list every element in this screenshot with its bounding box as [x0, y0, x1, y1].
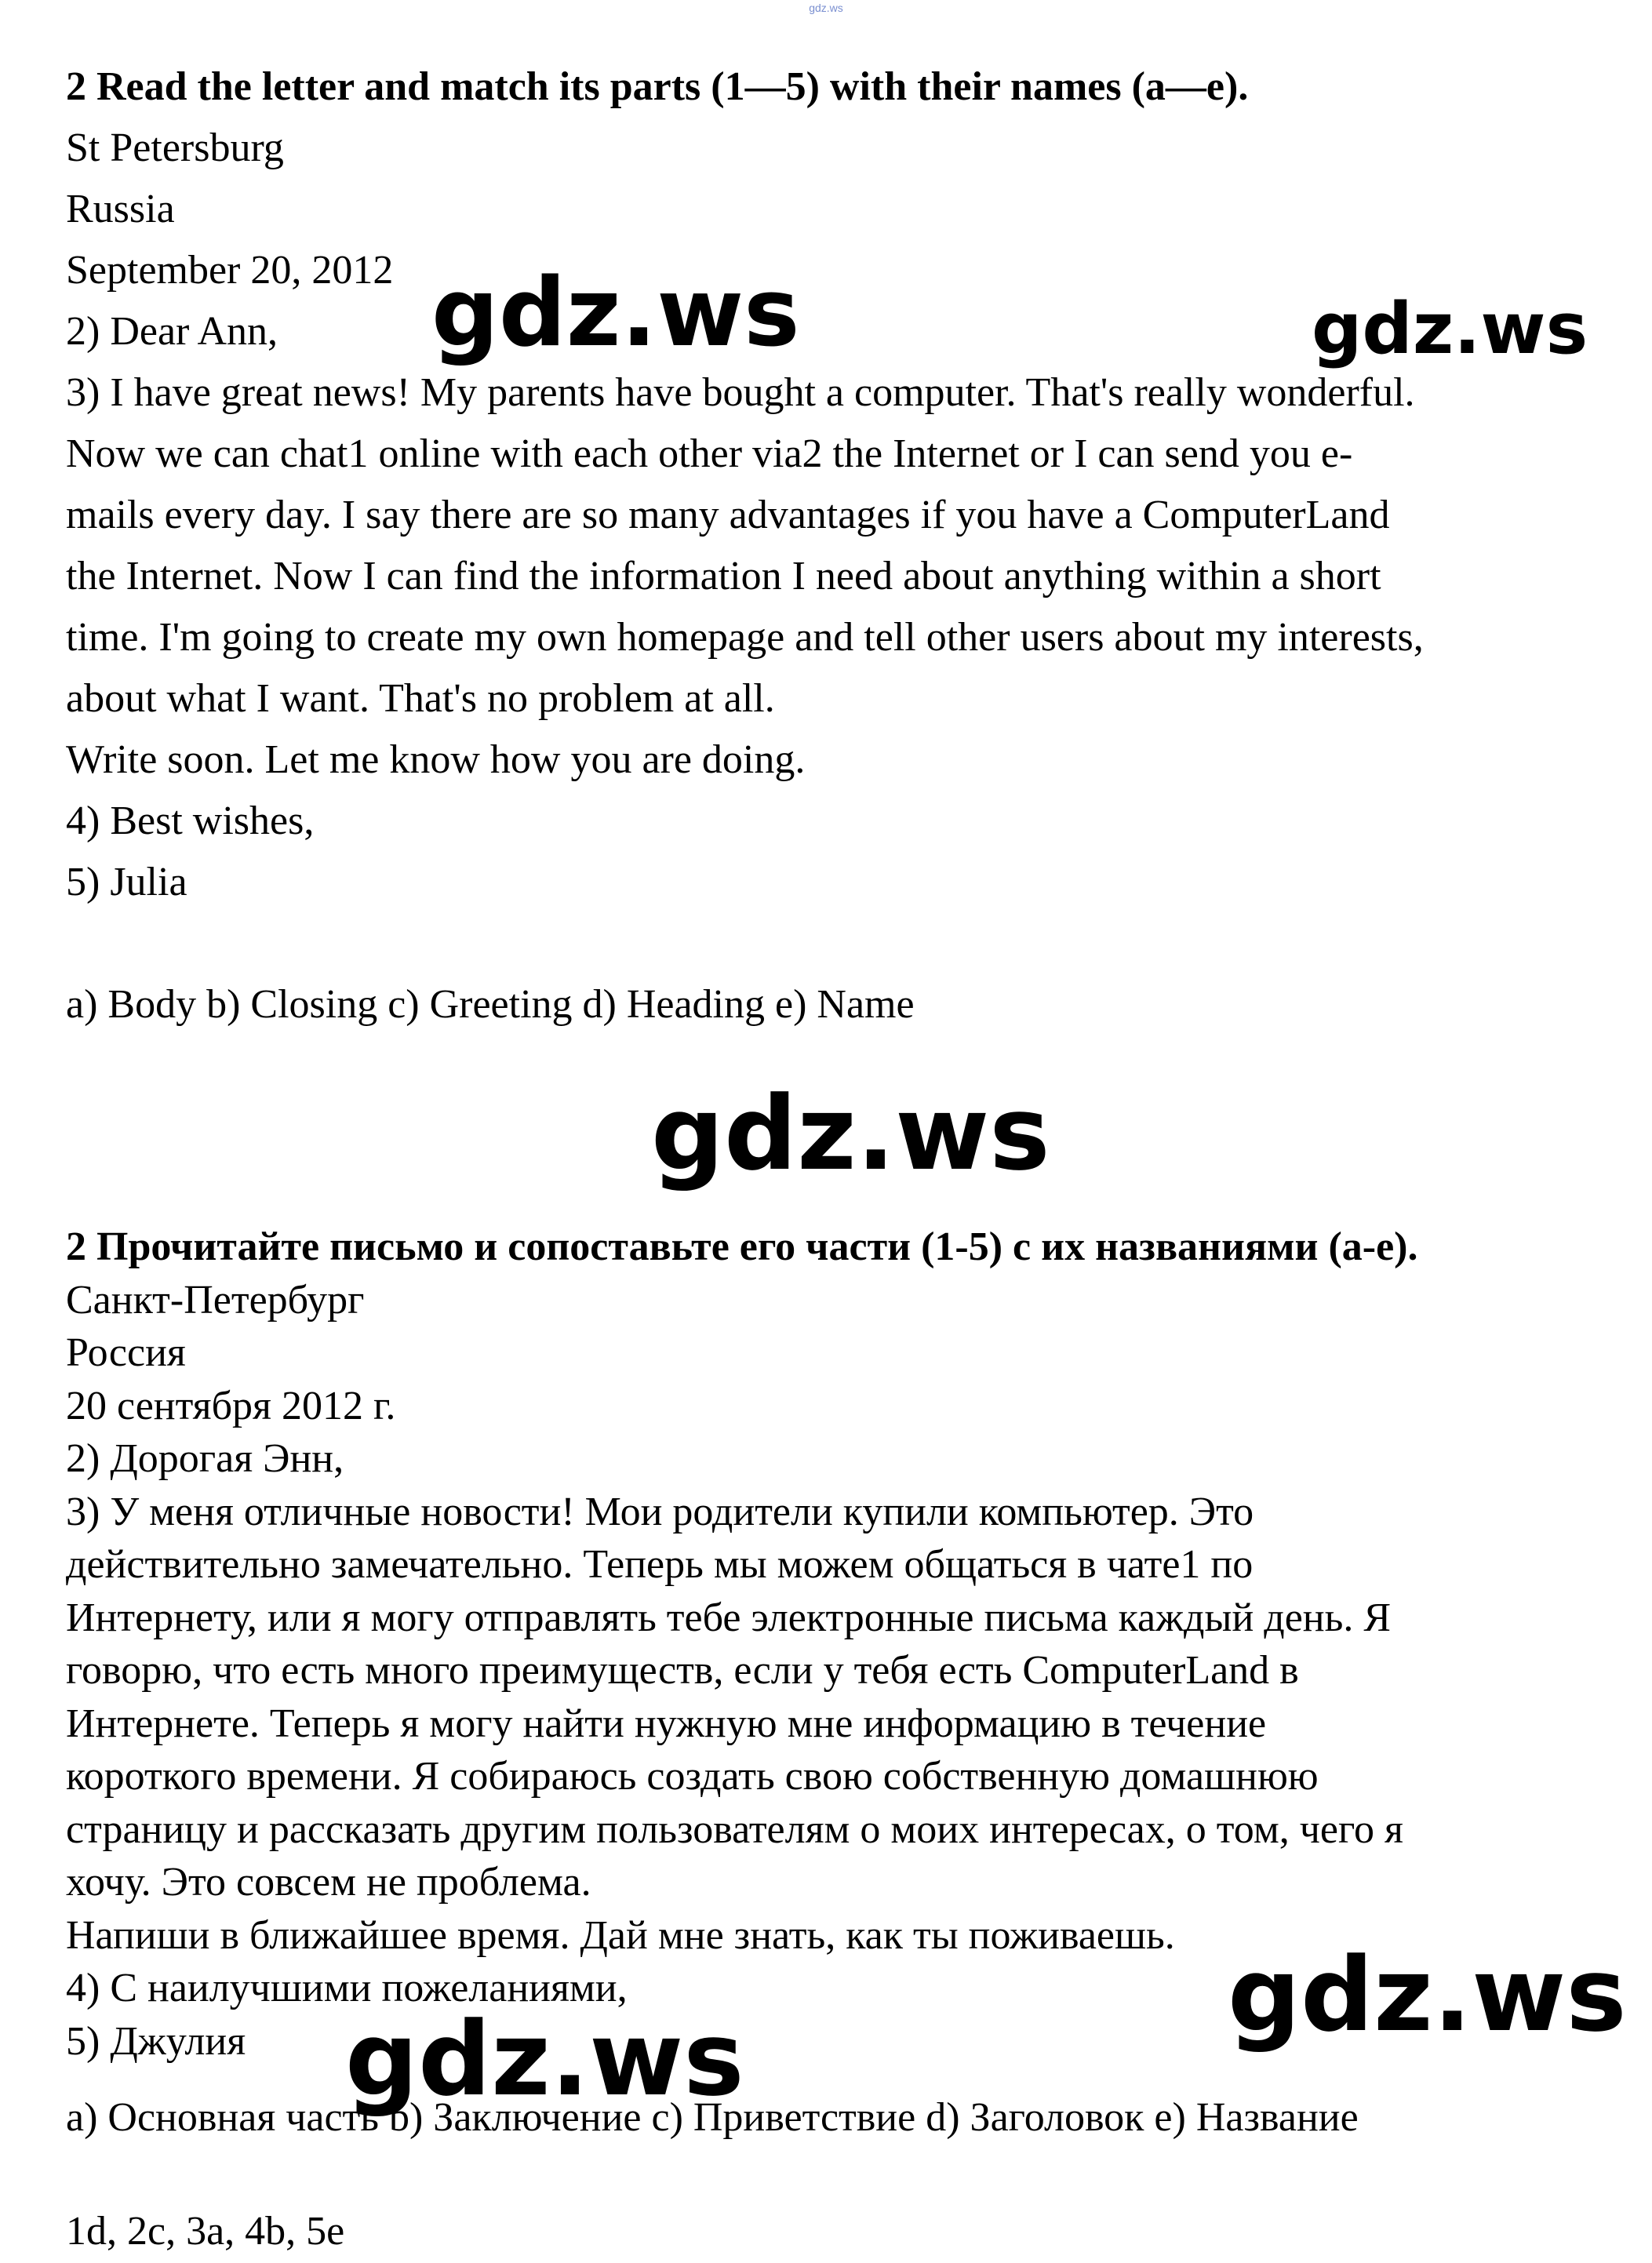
letter-line: Write soon. Let me know how you are doing.	[66, 737, 806, 782]
options-en: a) Body b) Closing c) Greeting d) Heading e) Name	[66, 982, 915, 1027]
letter-line: говорю, что есть много преимуществ, если у тебя есть ComputerLand в	[66, 1648, 1299, 1693]
letter-line: 2) Dear Ann,	[66, 309, 278, 354]
letter-line: короткого времени. Я собираюсь создать свою собственную домашнюю	[66, 1754, 1319, 1799]
letter-line: Интернете. Теперь я могу найти нужную мне информацию в течение	[66, 1701, 1267, 1746]
letter-line: страницу и рассказать другим пользователям о моих интересах, о том, чего я	[66, 1806, 1403, 1852]
letter-line: Россия	[66, 1330, 186, 1375]
letter-line: 5) Джулия	[66, 2018, 246, 2064]
letter-line: Напиши в ближайшее время. Дай мне знать, как ты поживаешь.	[66, 1912, 1175, 1958]
options-ru: а) Основная часть b) Заключение c) Приветствие d) Заголовок e) Название	[66, 2095, 1359, 2140]
letter-line: St Petersburg	[66, 126, 284, 170]
letter-line: September 20, 2012	[66, 248, 394, 293]
letter-line: time. I'm going to create my own homepage and tell other users about my interests,	[66, 615, 1424, 660]
letter-line: 4) Best wishes,	[66, 799, 315, 843]
letter-line: mails every day. I say there are so many advantages if you have a ComputerLand	[66, 493, 1390, 537]
watermark: gdz.ws	[345, 1999, 744, 2119]
task-heading-ru: 2 Прочитайте письмо и сопоставьте его части (1-5) с их названиями (а-е).	[66, 1224, 1418, 1269]
letter-line: the Internet. Now I can find the information I need about anything within a short	[66, 554, 1381, 598]
letter-line: 3) I have great news! My parents have bought a computer. That's really wonderful.	[66, 370, 1415, 415]
letter-line: 5) Julia	[66, 860, 187, 904]
answer-key: 1d, 2c, 3a, 4b, 5e	[66, 2209, 345, 2254]
top-watermark: gdz.ws	[809, 2, 843, 14]
letter-line: Санкт-Петербург	[66, 1277, 365, 1323]
letter-line: Now we can chat1 online with each other via2 the Internet or I can send you e-	[66, 431, 1353, 476]
spacer	[66, 913, 1603, 974]
watermark: gdz.ws	[651, 1074, 1050, 1193]
letter-line: 20 сентября 2012 г.	[66, 1383, 396, 1428]
watermark: gdz.ws	[1312, 288, 1588, 370]
letter-line: Интернету, или я могу отправлять тебе электронные письма каждый день. Я	[66, 1595, 1392, 1640]
letter-line: хочу. Это совсем не проблема.	[66, 1860, 591, 1905]
watermark: gdz.ws	[1228, 1935, 1627, 2054]
watermark: gdz.ws	[431, 259, 800, 368]
letter-line: 4) С наилучшими пожеланиями,	[66, 1966, 628, 2010]
letter-line: 2) Дорогая Энн,	[66, 1436, 344, 1481]
english-task	[66, 56, 1603, 1035]
task-heading-en: 2 Read the letter and match its parts (1—5) with their names (a—e).	[66, 64, 1249, 109]
letter-line: 3) У меня отличные новости! Мои родители купили компьютер. Это	[66, 1489, 1254, 1534]
spacer	[66, 2068, 1603, 2091]
letter-line: действительно замечательно. Теперь мы можем общаться в чате1 по	[66, 1542, 1254, 1587]
letter-line: Russia	[66, 187, 175, 231]
letter-line: about what I want. That's no problem at all.	[66, 676, 775, 721]
